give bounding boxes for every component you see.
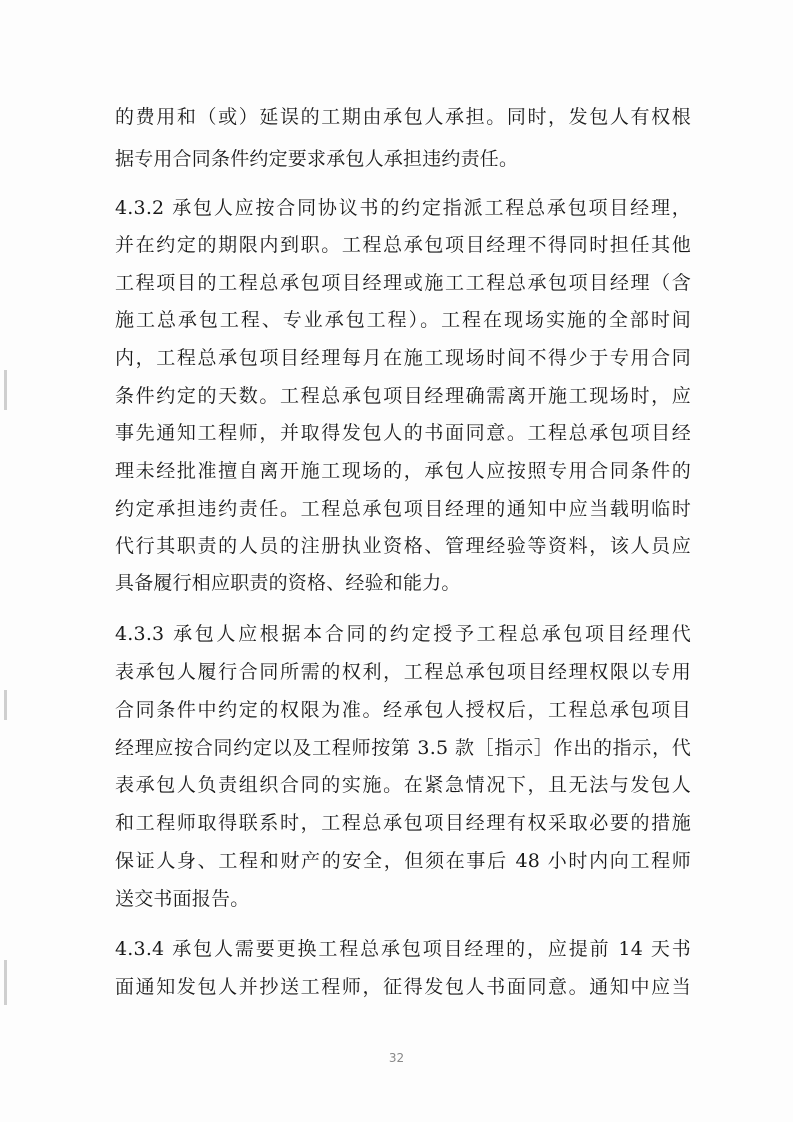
page-number: 32 bbox=[388, 1051, 405, 1065]
text-line: 表承包人负责组织合同的实施。在紧急情况下，且无法与发包人 bbox=[115, 774, 691, 796]
text-line: 4.3.3 承包人应根据本合同的约定授予工程总承包项目经理代 bbox=[115, 623, 691, 645]
text-line: 工程项目的工程总承包项目经理或施工工程总承包项目经理（含 bbox=[115, 272, 691, 294]
text-line: 和工程师取得联系时，工程总承包项目经理有权采取必要的措施 bbox=[115, 812, 691, 834]
text-line: 面通知发包人并抄送工程师，征得发包人书面同意。通知中应当 bbox=[115, 976, 691, 998]
text-line: 内，工程总承包项目经理每月在施工现场时间不得少于专用合同 bbox=[115, 347, 691, 369]
scan-artifact bbox=[4, 370, 7, 410]
scan-artifact bbox=[4, 690, 7, 720]
text-line: 表承包人履行合同所需的权利，工程总承包项目经理权限以专用 bbox=[115, 661, 691, 683]
text-line: 据专用合同条件约定要求承包人承担违约责任。 bbox=[115, 148, 519, 170]
text-line: 经理应按合同约定以及工程师按第 3.5 款［指示］作出的指示，代 bbox=[115, 737, 691, 759]
text-line: 的费用和（或）延误的工期由承包人承担。同时，发包人有权根 bbox=[115, 106, 691, 128]
scan-artifact bbox=[4, 960, 7, 1005]
text-line: 送交书面报告。 bbox=[115, 888, 250, 910]
text-line: 理未经批准擅自离开施工现场的，承包人应按照专用合同条件的 bbox=[115, 460, 691, 482]
text-line: 具备履行相应职责的资格、经验和能力。 bbox=[115, 572, 461, 594]
text-line: 4.3.2 承包人应按合同协议书的约定指派工程总承包项目经理， bbox=[115, 197, 691, 219]
text-line: 4.3.4 承包人需要更换工程总承包项目经理的，应提前 14 天书 bbox=[115, 938, 691, 960]
text-line: 条件约定的天数。工程总承包项目经理确需离开施工现场时，应 bbox=[115, 385, 691, 407]
text-line: 施工总承包工程、专业承包工程）。工程在现场实施的全部时间 bbox=[115, 309, 691, 331]
text-line: 并在约定的期限内到职。工程总承包项目经理不得同时担任其他 bbox=[115, 234, 691, 256]
text-line: 约定承担违约责任。工程总承包项目经理的通知中应当载明临时 bbox=[115, 498, 691, 520]
text-line: 合同条件中约定的权限为准。经承包人授权后，工程总承包项目 bbox=[115, 699, 691, 721]
text-line: 事先通知工程师，并取得发包人的书面同意。工程总承包项目经 bbox=[115, 422, 691, 444]
text-line: 保证人身、工程和财产的安全，但须在事后 48 小时内向工程师 bbox=[115, 850, 691, 872]
text-line: 代行其职责的人员的注册执业资格、管理经验等资料，该人员应 bbox=[115, 535, 691, 557]
